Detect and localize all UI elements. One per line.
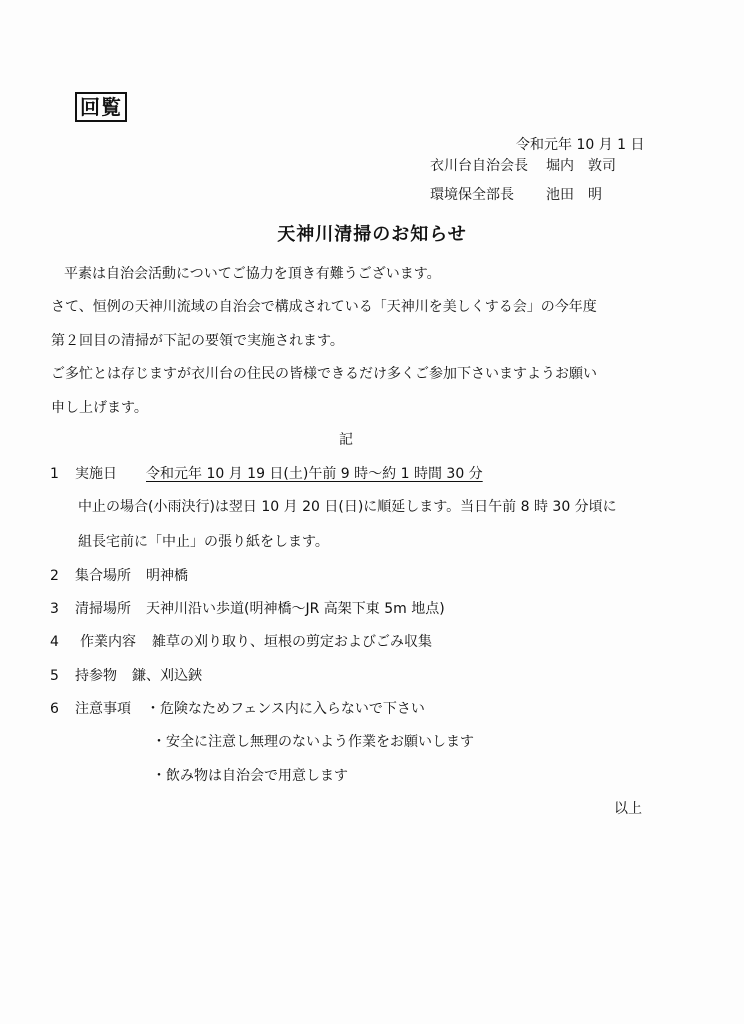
item-6-note-1: ・安全に注意し無理のないよう作業をお願いします: [152, 734, 474, 750]
item-5-value: 鎌、刈込鋏: [132, 668, 202, 684]
item-1-value: 令和元年 10 月 19 日(土)午前 9 時～約 1 時間 30 分: [146, 466, 483, 482]
item-5-label: 持参物: [75, 668, 117, 684]
sender1-name: 堀内 敦司: [546, 158, 616, 174]
item-5-number: 5: [50, 668, 59, 684]
sender2-title: 環境保全部長: [430, 187, 514, 203]
body-line-5: 申し上げます。: [51, 400, 148, 416]
sender1-title: 衣川台自治会長: [430, 158, 528, 174]
document-title: 天神川清掃のお知らせ: [277, 224, 467, 245]
item-1-note-1: 中止の場合(小雨決行)は翌日 10 月 20 日(日)に順延します。当日午前 8 時 30 分頃に: [78, 499, 617, 515]
item-3-value: 天神川沿い歩道(明神橋～JR 高架下東 5m 地点): [146, 601, 445, 617]
item-6-number: 6: [50, 701, 59, 717]
item-6-value: ・危険なためフェンス内に入らないで下さい: [146, 701, 425, 717]
item-1-number: 1: [50, 466, 59, 482]
circulation-stamp: 回覧: [75, 92, 127, 122]
closing: 以上: [614, 801, 642, 817]
item-4-value: 雑草の刈り取り、垣根の剪定およびごみ収集: [152, 634, 432, 650]
item-4-number: 4: [50, 634, 59, 650]
item-1-label: 実施日: [75, 466, 117, 482]
item-1-note-2: 組長宅前に「中止」の張り紙をします。: [78, 534, 329, 550]
body-line-4: ご多忙とは存じますが衣川台の住民の皆様できるだけ多くご参加下さいますようお願い: [51, 366, 597, 382]
item-3-label: 清掃場所: [75, 601, 131, 617]
item-6-note-2: ・飲み物は自治会で用意します: [152, 768, 348, 784]
item-6-label: 注意事項: [75, 701, 131, 717]
body-line-3: 第２回目の清掃が下記の要領で実施されます。: [51, 333, 344, 349]
item-2-value: 明神橋: [146, 568, 188, 584]
body-line-1: 平素は自治会活動についてご協力を頂き有難うございます。: [64, 266, 441, 282]
item-4-label: 作業内容: [80, 634, 136, 650]
item-2-number: 2: [50, 568, 59, 584]
date: 令和元年 10 月 1 日: [516, 137, 645, 153]
body-line-2: さて、恒例の天神川流域の自治会で構成されている「天神川を美しくする会」の今年度: [51, 299, 597, 315]
item-3-number: 3: [50, 601, 59, 617]
item-2-label: 集合場所: [75, 568, 131, 584]
ki-heading: 記: [339, 432, 353, 448]
sender2-name: 池田 明: [546, 187, 602, 203]
